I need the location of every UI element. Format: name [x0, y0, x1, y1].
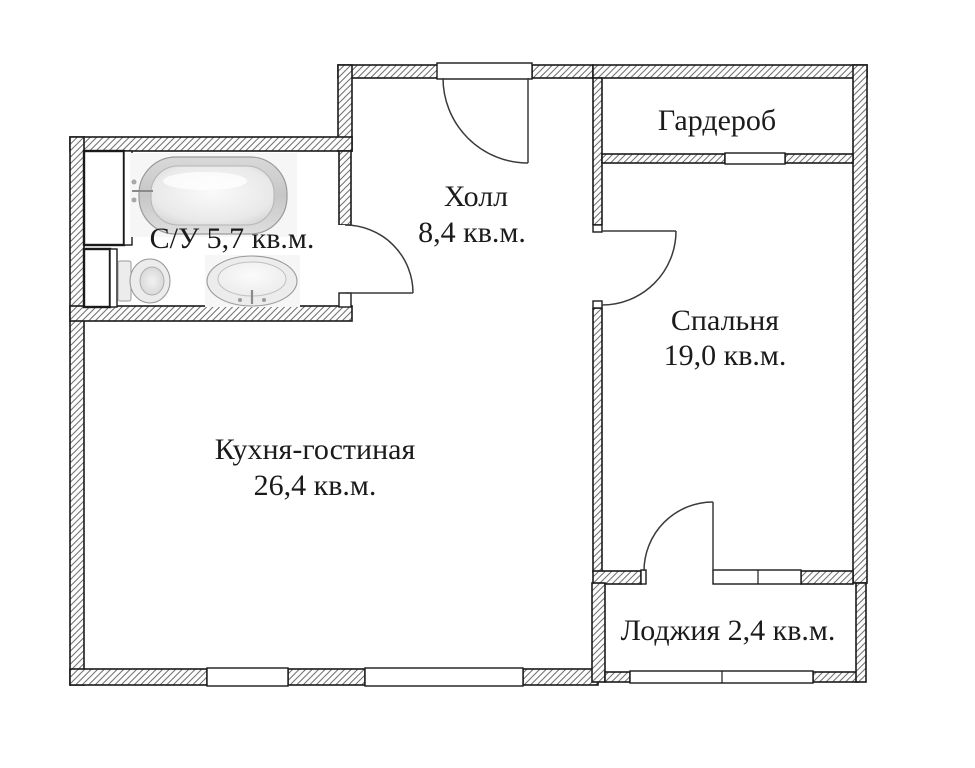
- kitchen-label: [215, 433, 416, 502]
- bathtub-highlight: [163, 172, 247, 190]
- wall-left-outer: [70, 137, 84, 685]
- toilet-tank: [118, 261, 131, 301]
- toilet: [118, 259, 170, 303]
- wall-kitchen-bottom-2: [288, 669, 365, 685]
- wall-bathroom-bottom: [70, 306, 352, 321]
- wall-bedroom-left-lower: [593, 308, 602, 572]
- hall-name: Холл: [443, 180, 509, 213]
- bedroom-name: Спальня: [670, 304, 780, 337]
- wall-kitchen-bottom-3: [523, 669, 598, 685]
- sink-tap-left-icon: [238, 298, 242, 302]
- kitchen-name: Кухня-гостиная: [214, 433, 416, 466]
- wall-wardrobe-top: [593, 65, 867, 78]
- kitchen-window-2: [365, 668, 523, 686]
- wall-loggia-bottom-right: [813, 672, 858, 682]
- wall-right-outer: [853, 65, 867, 583]
- utility-shaft-lower: [84, 249, 110, 307]
- balcony-door-opening: [641, 570, 715, 584]
- wall-loggia-left: [592, 583, 605, 682]
- loggia-label: Лоджия 2,4 кв.м.: [620, 614, 836, 647]
- entrance-door-arc: [443, 78, 528, 163]
- sink-tap-right-icon: [262, 298, 266, 302]
- wall-loggia-right: [856, 583, 866, 682]
- bathroom-door-arc: [345, 225, 413, 293]
- shaft-side-wall-lower: [110, 249, 117, 307]
- wardrobe-opening: [725, 153, 785, 164]
- utility-shaft-upper: [84, 151, 124, 245]
- kitchen-area: 26,4 кв.м.: [253, 469, 377, 502]
- wall-bedroom-bottom-left: [593, 571, 641, 584]
- bedroom-door-jamb-bottom: [593, 301, 602, 308]
- toilet-bowl: [140, 267, 164, 295]
- kitchen-window-1: [207, 668, 288, 686]
- wall-wardrobe-bottom-right: [785, 154, 853, 163]
- wall-bedroom-bottom-right: [801, 571, 853, 584]
- bathroom-label: С/У 5,7 кв.м.: [149, 222, 315, 255]
- wall-kitchen-bottom-1: [70, 669, 207, 685]
- hall-label: [418, 180, 526, 249]
- bedroom-area: 19,0 кв.м.: [663, 339, 787, 372]
- bedroom-door-opening: [592, 225, 603, 308]
- bathroom-door-opening: [338, 225, 352, 293]
- bathtub-tap-hot-icon: [132, 180, 137, 185]
- bedroom-door-arc: [602, 231, 676, 305]
- doors: [345, 78, 713, 571]
- bedroom-window: [713, 570, 801, 584]
- sink: [205, 255, 300, 307]
- balcony-door-jamb: [641, 570, 646, 584]
- bathtub-tap-cold-icon: [132, 198, 137, 203]
- bedroom-label: [664, 304, 787, 372]
- wall-bedroom-left-upper: [593, 78, 602, 225]
- wall-wardrobe-bottom-left: [602, 154, 725, 163]
- wall-stub-below-bathroom-door: [339, 293, 351, 307]
- wall-loggia-bottom-left: [605, 672, 630, 682]
- balcony-door-arc: [644, 502, 713, 571]
- wall-hall-left-mid: [339, 151, 351, 225]
- hall-area: 8,4 кв.м.: [418, 216, 526, 249]
- bedroom-door-jamb-top: [593, 225, 602, 232]
- wall-hall-top-right: [532, 65, 593, 78]
- wall-hall-top-left: [338, 65, 438, 78]
- entrance-door-frame: [437, 63, 532, 79]
- wardrobe-label: Гардероб: [657, 104, 777, 137]
- wall-bathroom-top: [70, 137, 352, 151]
